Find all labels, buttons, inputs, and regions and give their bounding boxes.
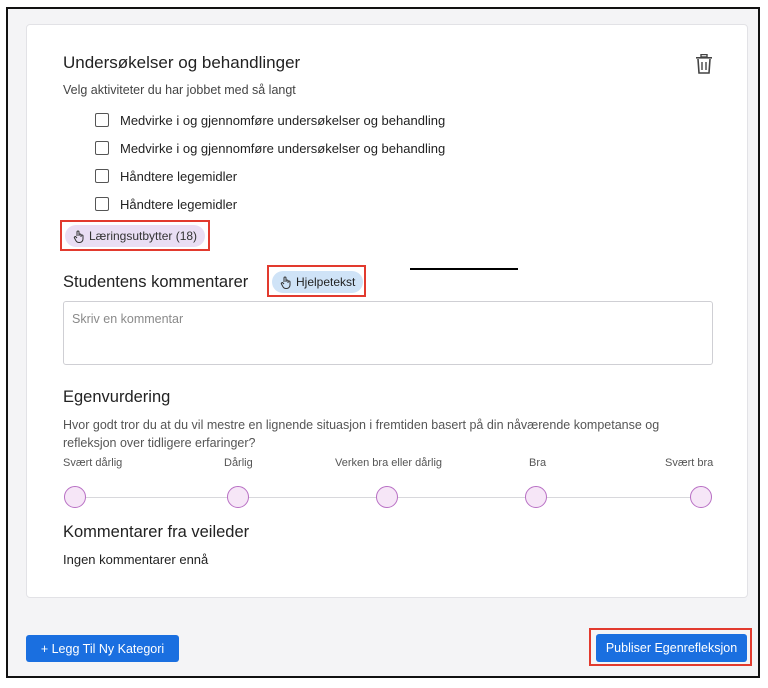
learning-outcomes-chip[interactable] — [65, 225, 205, 247]
pointer-hand-icon — [280, 276, 292, 289]
comment-input[interactable] — [63, 301, 713, 365]
activity-label: Håndtere legemidler — [120, 196, 238, 212]
activity-item[interactable] — [95, 190, 445, 218]
category-card — [26, 24, 748, 598]
checkbox[interactable] — [95, 113, 109, 127]
activity-label: Håndtere legemidler — [120, 168, 238, 184]
no-comments-text: Ingen kommentarer ennå — [63, 552, 209, 567]
activity-label: Medvirke i og gjennomføre undersøkelser og behandling — [120, 112, 446, 128]
section-subtitle: Velg aktiviteter du har jobbet med så langt — [63, 83, 296, 97]
trash-icon[interactable] — [695, 54, 713, 74]
help-text-chip[interactable] — [272, 271, 363, 293]
activity-item[interactable] — [95, 134, 445, 162]
activity-item[interactable] — [95, 162, 445, 190]
activity-item[interactable] — [95, 106, 445, 134]
rating-radio-very-poor[interactable] — [64, 486, 86, 508]
help-text-label: Hjelpetekst — [296, 275, 356, 289]
learning-outcomes-label: Læringsutbytter (18) — [89, 229, 198, 243]
scale-label-neutral: Verken bra eller dårlig — [335, 457, 443, 469]
student-comments-title: Studentens kommentarer — [63, 273, 249, 291]
supervisor-comments-title: Kommentarer fra veileder — [63, 523, 250, 541]
self-assessment-title: Egenvurdering — [63, 388, 171, 406]
scale-label-good: Bra — [529, 457, 547, 469]
checkbox[interactable] — [95, 197, 109, 211]
rating-radio-poor[interactable] — [227, 486, 249, 508]
scale-label-very-good: Svært bra — [665, 457, 714, 469]
self-assessment-question: Hvor godt tror du at du vil mestre en lignende situasjon i fremtiden basert på din nåværende kompetanse og refleksjon over tidligere erfaringer? — [63, 418, 660, 450]
rating-radio-neutral[interactable] — [376, 486, 398, 508]
pointer-hand-icon — [73, 230, 85, 243]
publish-button[interactable]: Publiser Egenrefleksjon — [596, 634, 747, 662]
rating-radio-good[interactable] — [525, 486, 547, 508]
rating-radio-very-good[interactable] — [690, 486, 712, 508]
add-category-button[interactable]: + Legg Til Ny Kategori — [26, 635, 179, 662]
activity-label: Medvirke i og gjennomføre undersøkelser og behandling — [120, 140, 446, 156]
scale-label-poor: Dårlig — [224, 457, 253, 469]
checkbox[interactable] — [95, 169, 109, 183]
divider-line — [410, 268, 518, 270]
activity-checklist — [95, 106, 445, 218]
section-title: Undersøkelser og behandlinger — [63, 53, 301, 72]
scale-label-very-poor: Svært dårlig — [63, 457, 123, 469]
checkbox[interactable] — [95, 141, 109, 155]
